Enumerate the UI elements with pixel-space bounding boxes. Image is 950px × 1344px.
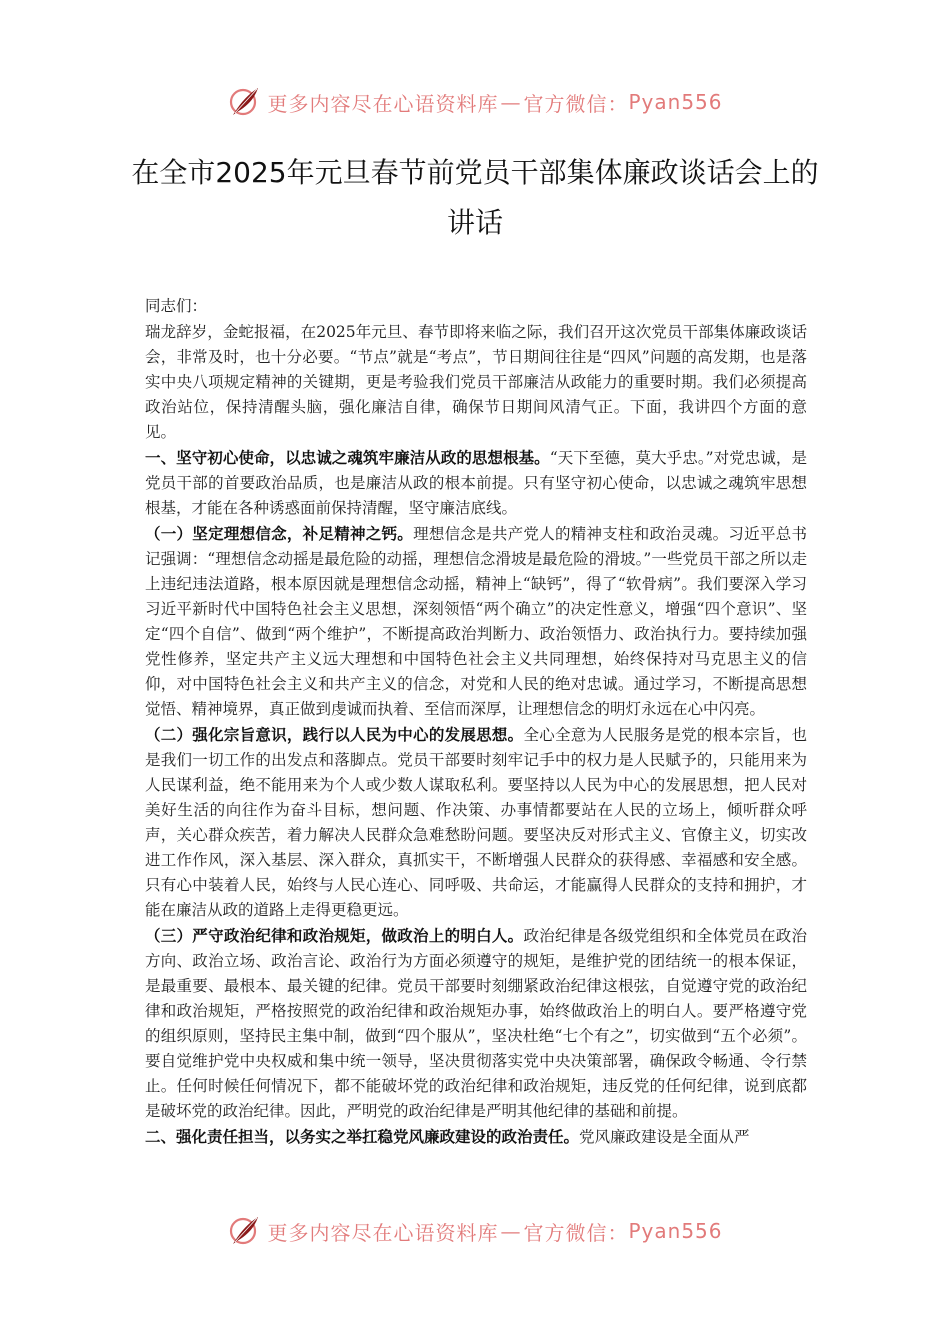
paragraph-text: 理想信念是共产党人的精神支柱和政治灵魂。习近平总书记强调：“理想信念动摇是最危险的动摇，理想信念滑坡是最危险的滑坡。”一些党员干部之所以走上违纪违法道路，根本原因就是理想信念动摇，精神上“缺钙”，得了“软骨病”。我们要深入学习习近平新时代中国特色社会主义思想，深刻领悟“两个确立”的决定性意义，增强“四个意识”、坚定“四个自信”、做到“两个维护”，不断提高政治判断力、政治领悟力、政治执行力。要持续加强党性修养，坚定共产主义远大理想和中国特色社会主义共同理想，始终保持对马克思主义的信仰，对中国特色社会主义和共产主义的信念，对党和人民的绝对忠诚。通过学习，不断提高思想觉悟、精神境界，真正做到虔诚而执着、至信而深厚，让理想信念的明灯永远在心中闪亮。: [145, 525, 807, 718]
watermark-account: Pyan556: [628, 1219, 723, 1243]
paragraph-text: 政治纪律是各级党组织和全体党员在政治方向、政治立场、政治言论、政治行为方面必须遵守的规矩，是维护党的团结统一的根本保证，是最重要、最根本、最关键的纪律。党员干部要时刻绷紧政治纪律这根弦，自觉遵守党的政治纪律和政治规矩，严格按照党的政治纪律和政治规矩办事，始终做政治上的明白人。要严格遵守党的组织原则，坚持民主集中制，做到“四个服从”，坚决杜绝“七个有之”，切实做到“五个必须”。要自觉维护党中央权威和集中统一领导，坚决贯彻落实党中央决策部署，确保政令畅通、令行禁止。任何时候任何情况下，都不能破坏党的政治纪律和政治规矩，违反党的任何纪律，说到底都是破坏党的政治纪律。因此，严明党的政治纪律是严明其他纪律的基础和前提。: [145, 927, 807, 1120]
paragraph: [145, 445, 807, 521]
paragraph: [145, 923, 807, 1124]
watermark-text: 更多内容尽在心语资料库: [267, 91, 499, 116]
watermark-label: 官方微信：: [523, 1220, 629, 1245]
watermark-header: [0, 82, 950, 122]
watermark-account: Pyan556: [628, 90, 723, 114]
document-body: [145, 293, 807, 1150]
watermark-footer: [0, 1211, 950, 1251]
feather-quill-logo-icon: [227, 1214, 261, 1248]
paragraph-text: 同志们：: [145, 297, 208, 315]
paragraph-heading: （三）严守政治纪律和政治规矩，做政治上的明白人。: [145, 926, 524, 945]
watermark-separator: —: [500, 1219, 522, 1243]
paragraph: [145, 722, 807, 923]
paragraph-heading: 一、坚守初心使命，以忠诚之魂筑牢廉洁从政的思想根基。: [145, 448, 550, 467]
paragraph: [145, 293, 807, 319]
document-title: 在全市2025年元旦春节前党员干部集体廉政谈话会上的讲话: [131, 156, 819, 239]
paragraph-heading: 二、强化责任担当，以务实之举扛稳党风廉政建设的政治责任。: [145, 1127, 580, 1146]
paragraph-text: 全心全意为人民服务是党的根本宗旨，也是我们一切工作的出发点和落脚点。党员干部要时刻牢记手中的权力是人民赋予的，只能用来为人民谋利益，绝不能用来为个人或少数人谋取私利。要坚持以人民为中心的发展思想，把人民对美好生活的向往作为奋斗目标，想问题、作决策、办事情都要站在人民的立场上，倾听群众呼声，关心群众疾苦，着力解决人民群众急难愁盼问题。要坚决反对形式主义、官僚主义，切实改进工作作风，深入基层、深入群众，真抓实干，不断增强人民群众的获得感、幸福感和安全感。只有心中装着人民，始终与人民心连心、同呼吸、共命运，才能赢得人民群众的支持和拥护，才能在廉洁从政的道路上走得更稳更远。: [145, 726, 807, 919]
feather-quill-logo-icon: [227, 85, 261, 119]
paragraph: [145, 521, 807, 722]
paragraph-text: 党风廉政建设是全面从严: [579, 1128, 750, 1146]
paragraph-heading: （一）坚定理想信念，补足精神之钙。: [145, 524, 414, 543]
watermark-separator: —: [500, 90, 522, 114]
paragraph-text: “天下至德，莫大乎忠。”对党忠诚，是党员干部的首要政治品质，也是廉洁从政的根本前提。只有坚守初心使命，以忠诚之魂筑牢思想根基，才能在各种诱惑面前保持清醒，坚守廉洁底线。: [145, 449, 807, 517]
watermark-text: 更多内容尽在心语资料库: [267, 1220, 499, 1245]
paragraph: [145, 319, 807, 445]
paragraph: [145, 1124, 807, 1150]
paragraph-heading: （二）强化宗旨意识，践行以人民为中心的发展思想。: [145, 725, 524, 744]
watermark-label: 官方微信：: [523, 91, 629, 116]
paragraph-text: 瑞龙辞岁，金蛇报福，在2025年元旦、春节即将来临之际，我们召开这次党员干部集体廉政谈话会，非常及时，也十分必要。“节点”就是“考点”，节日期间往往是“四风”问题的高发期，也是落实中央八项规定精神的关键期，更是考验我们党员干部廉洁从政能力的重要时期。我们必须提高政治站位，保持清醒头脑，强化廉洁自律，确保节日期间风清气正。下面，我讲四个方面的意见。: [145, 323, 807, 441]
